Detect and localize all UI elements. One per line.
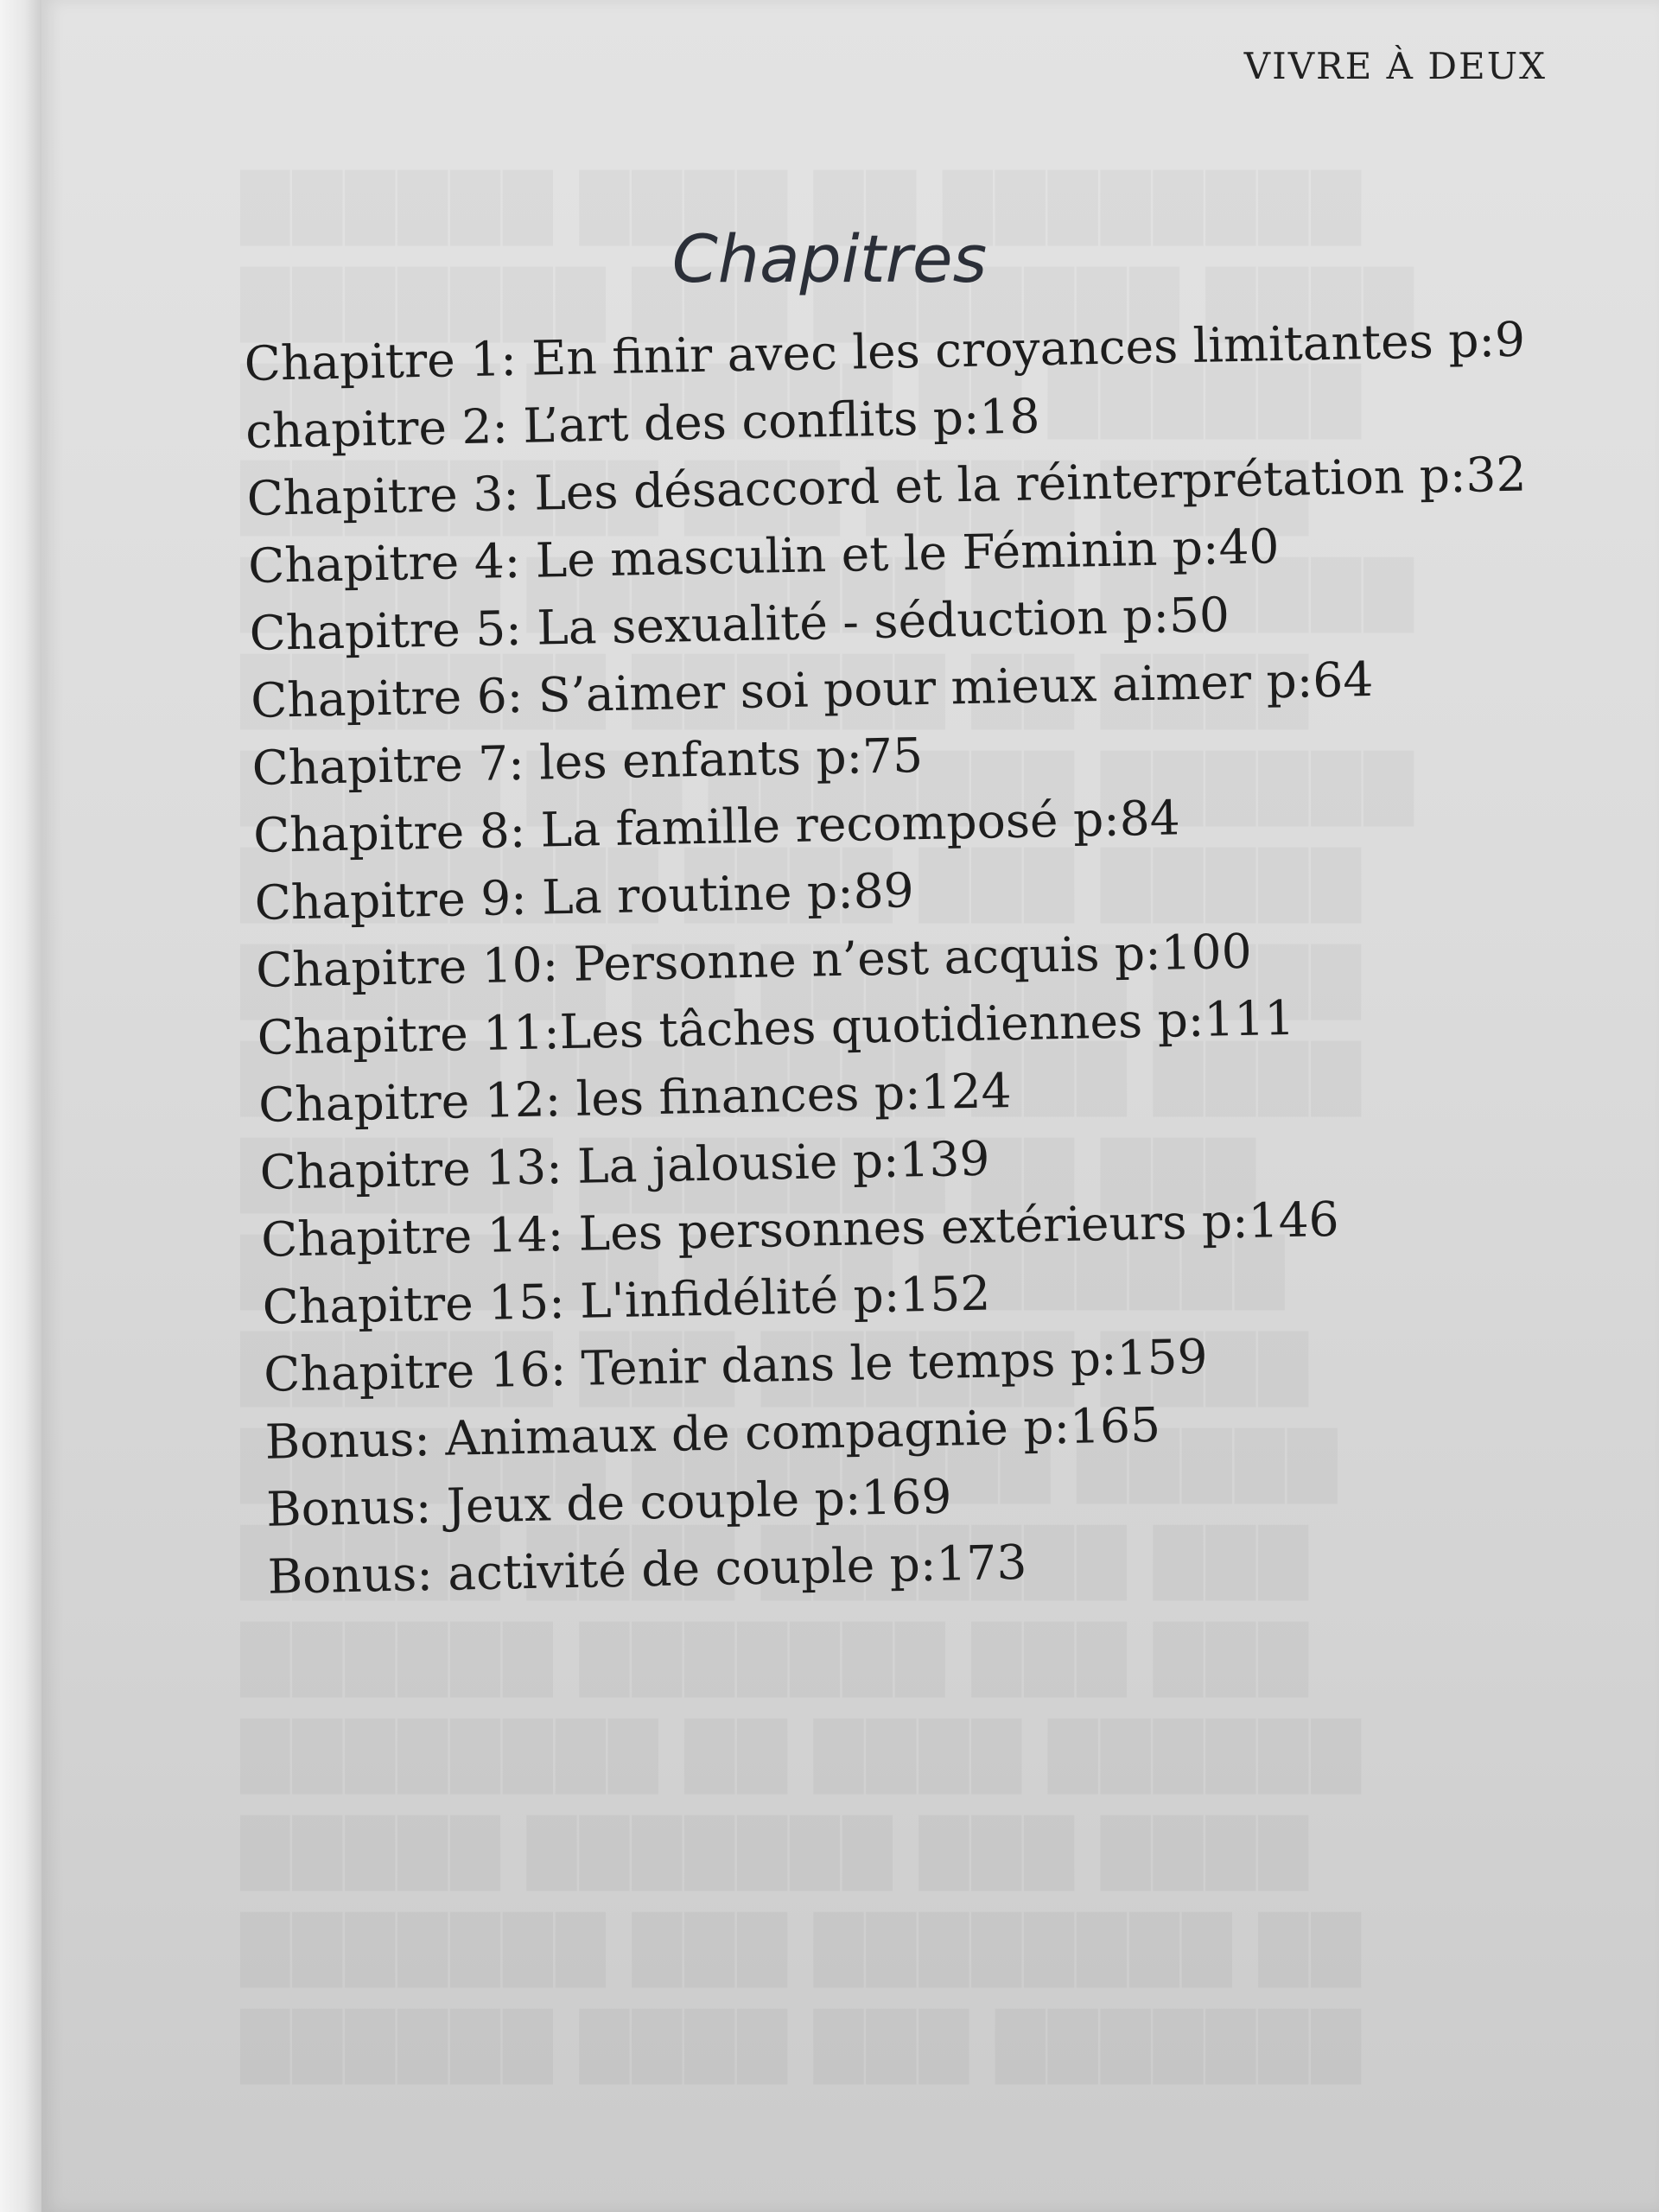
toc-entry: Chapitre 11:Les tâches quotidiennes p:111 — [257, 989, 1295, 1065]
toc-entry: Chapitre 8: La famille recomposé p:84 — [252, 790, 1181, 863]
toc-entry: Bonus: Animaux de compagnie p:165 — [264, 1396, 1161, 1470]
toc-entry: Bonus: activité de couple p:173 — [267, 1534, 1027, 1605]
toc-entry: chapitre 2: L’art des conflits p:18 — [245, 388, 1041, 459]
toc-entry: Chapitre 14: Les personnes extérieurs p:146 — [260, 1191, 1340, 1268]
toc-entry: Chapitre 10: Personne n’est acquis p:100 — [255, 923, 1253, 998]
page-binding-edge — [0, 0, 45, 2212]
toc-entry: Chapitre 7: les enfants p:75 — [251, 728, 924, 796]
toc-entry: Chapitre 5: La sexualité - séduction p:50 — [249, 587, 1230, 661]
toc-entry: Chapitre 6: S’aimer soi pour mieux aimer p:64 — [250, 651, 1374, 728]
toc-entry: Chapitre 13: La jalousie p:139 — [259, 1130, 991, 1200]
toc-entry: Chapitre 9: La routine p:89 — [254, 862, 915, 931]
page-title: Chapitres — [671, 220, 988, 297]
toc-entry: Chapitre 3: Les désaccord et la réinterprétation p:32 — [246, 446, 1528, 526]
toc-entry: Bonus: Jeux de couple p:169 — [265, 1468, 952, 1537]
toc-entry: Chapitre 4: Le masculin et le Féminin p:40 — [247, 518, 1281, 594]
toc-entry: Chapitre 12: les finances p:124 — [257, 1063, 1013, 1133]
toc-entry: Chapitre 16: Tenir dans le temps p:159 — [263, 1328, 1209, 1402]
running-header: VIVRE À DEUX — [1243, 45, 1547, 87]
toc-entry: Chapitre 1: En finir avec les croyances limitantes p:9 — [244, 311, 1526, 391]
table-of-contents — [244, 305, 1564, 1611]
toc-entry: Chapitre 15: L'infidélité p:152 — [262, 1265, 991, 1335]
